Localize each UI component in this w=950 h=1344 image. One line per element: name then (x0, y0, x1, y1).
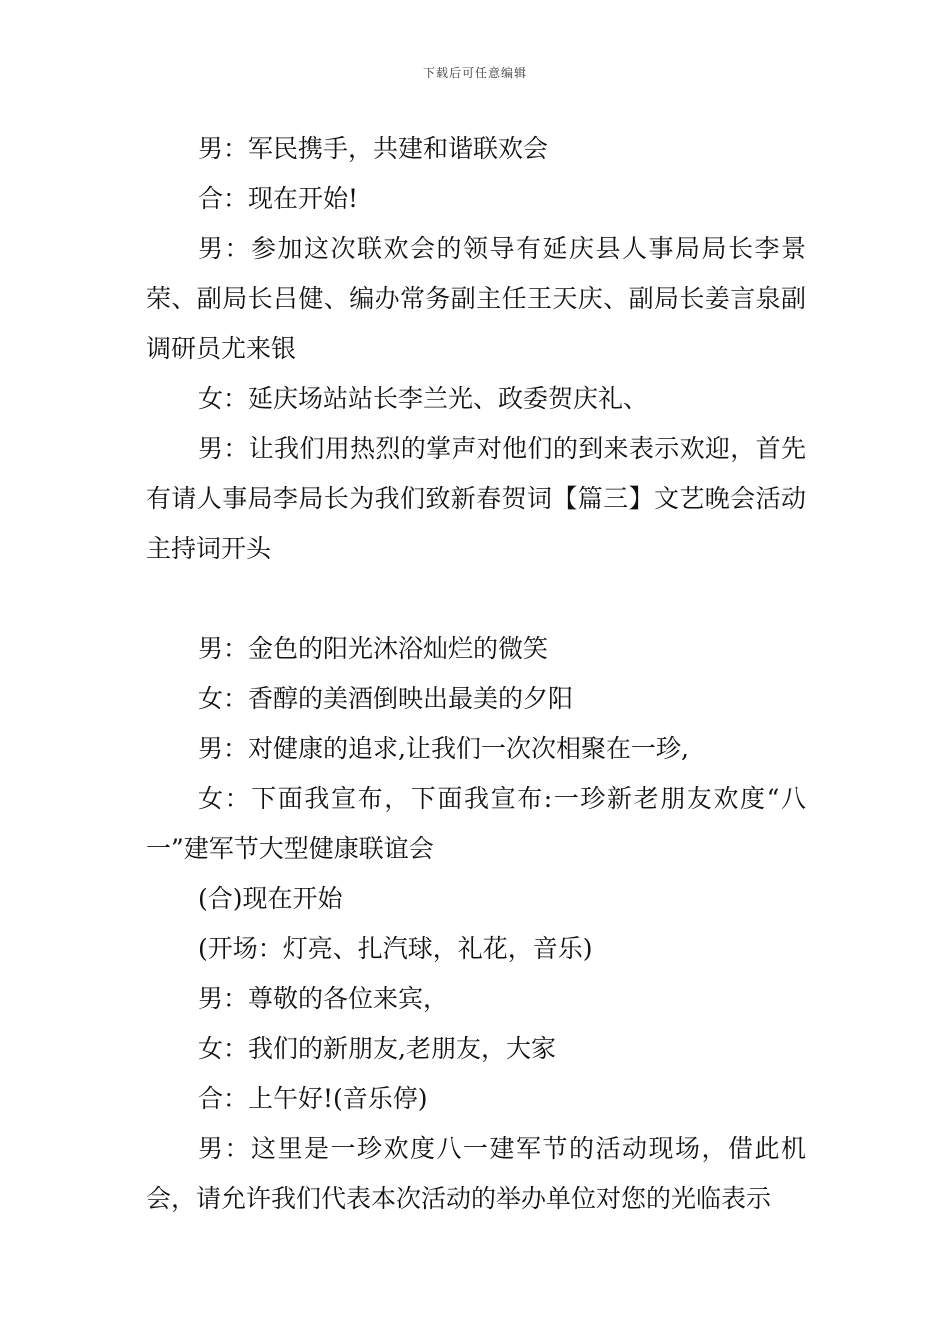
paragraph: 女：我们的新朋友,老朋友，大家 (198, 1034, 556, 1063)
paragraph: 男：军民携手，共建和谐联欢会 (198, 134, 549, 163)
paragraph: 男：尊敬的各位来宾， (198, 984, 449, 1013)
paragraph: 男：这里是一珍欢度八一建军节的活动现场，借此机会，请允许我们代表本次活动的举办单位对您的光临表示 (146, 1134, 806, 1213)
paragraph: (合)现在开始 (198, 884, 343, 913)
paragraph: 女：延庆场站站长李兰光、政委贺庆礼、 (198, 384, 649, 413)
paragraph: 男：参加这次联欢会的领导有延庆县人事局局长李景荣、副局长吕健、编办常务副主任王天庆、副局长姜言泉副调研员尤来银 (146, 234, 806, 363)
paragraph: 女：下面我宣布，下面我宣布:一珍新老朋友欢度“八一”建军节大型健康联谊会 (146, 784, 806, 863)
paragraph: 女：香醇的美酒倒映出最美的夕阳 (198, 684, 574, 713)
document-body (146, 124, 806, 1224)
paragraph: 男：对健康的追求,让我们一次次相聚在一珍, (198, 734, 689, 763)
paragraph: 合：上午好!(音乐停) (198, 1084, 428, 1113)
paragraph: (开场：灯亮、扎汽球，礼花，音乐) (198, 934, 593, 963)
page-header: 下载后可任意编辑 (422, 66, 527, 80)
paragraph-gap (146, 574, 806, 624)
paragraph: 合：现在开始! (198, 184, 359, 213)
paragraph: 男：金色的阳光沐浴灿烂的微笑 (198, 634, 549, 663)
paragraph: 男：让我们用热烈的掌声对他们的到来表示欢迎，首先有请人事局李局长为我们致新春贺词【篇三】文艺晚会活动主持词开头 (146, 434, 806, 563)
